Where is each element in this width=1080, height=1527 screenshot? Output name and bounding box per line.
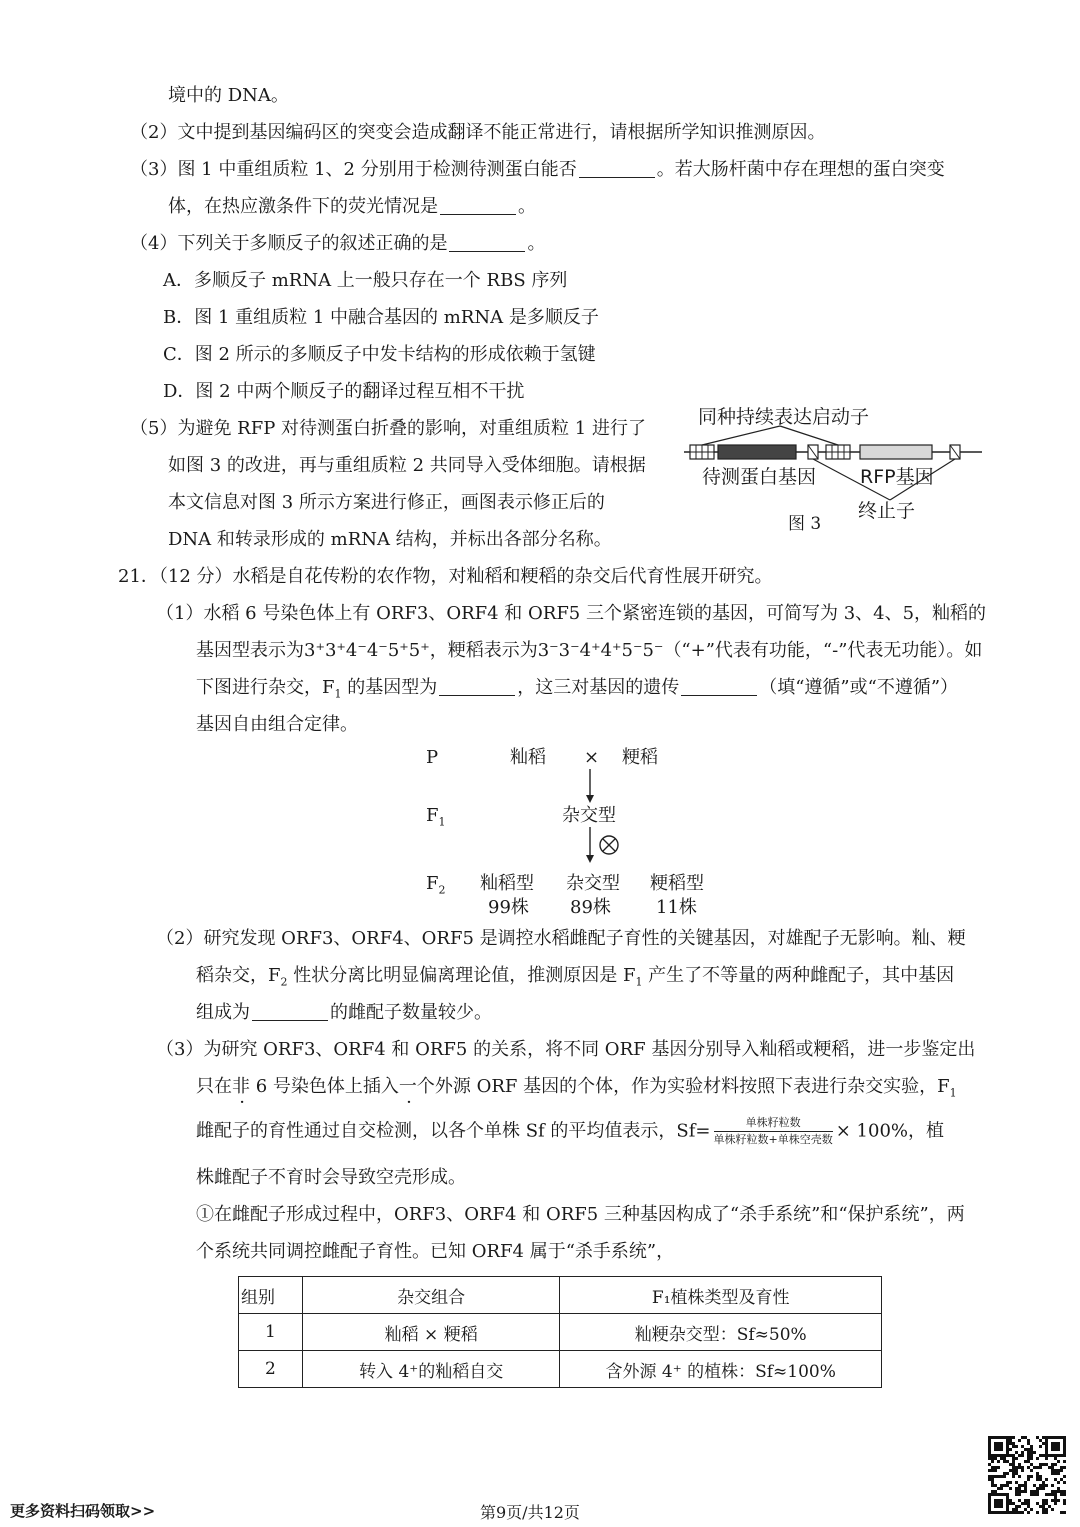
qr-code[interactable] — [988, 1436, 1066, 1514]
indica-parent: 籼稻 — [510, 747, 546, 768]
subscript: 2 — [280, 975, 288, 989]
f1-letter: F — [426, 805, 439, 826]
q21-text: 雌配子的育性通过自交检测，以各个单株 Sf 的平均值表示，Sf= — [196, 1120, 711, 1142]
sf-fraction — [714, 1116, 833, 1147]
answer-blank — [439, 677, 515, 696]
subscript: 1 — [438, 815, 446, 829]
option-c: C．图 2 所示的多顺反子中发卡结构的形成依赖于氢键 — [163, 344, 596, 365]
table-cell: 2 — [239, 1351, 303, 1388]
q20-part4-text: 。 — [527, 233, 546, 254]
f2-japonica-count: 11株 — [656, 897, 697, 918]
q20-part3 — [130, 157, 945, 183]
q21-part1: （1）水稻 6 号染色体上有 ORF3、ORF4 和 ORF5 三个紧密连锁的基因，可简写为 3、4、5，籼稻的 — [156, 603, 987, 624]
cross-sign: × — [584, 747, 600, 768]
q20-part3-text: 。若大肠杆菌中存在理想的蛋白突变 — [656, 159, 945, 180]
q21-text: ，这三对基因的遗传 — [517, 677, 680, 698]
q20-part5: 本文信息对图 3 所示方案进行修正，画图表示修正后的 — [168, 492, 605, 513]
f2-indica-type: 籼稻型 — [480, 873, 534, 894]
rfp-gene-label: RFP基因 — [860, 466, 934, 488]
q20-part4-text: （4）下列关于多顺反子的叙述正确的是 — [130, 233, 448, 254]
terminator-box — [950, 445, 960, 459]
fraction-numerator: 单株籽粒数 — [714, 1116, 833, 1132]
q21-text: 的雌配子数量较少。 — [330, 1002, 492, 1023]
q21-part3-item1: 个系统共同调控雌配子育性。已知 ORF4 属于“杀手系统”， — [196, 1241, 675, 1262]
promoter-label: 同种持续表达启动子 — [698, 406, 870, 428]
emphasis-dot-text: 一 — [398, 1076, 417, 1097]
q20-part5: DNA 和转录形成的 mRNA 结构，并标出各部分名称。 — [168, 529, 612, 550]
table-header-cell: 组别 — [239, 1277, 303, 1314]
q21-text: 6 号染色体上插入 — [250, 1076, 399, 1097]
table-header-row — [239, 1277, 882, 1314]
f2-indica-count: 99株 — [488, 897, 529, 918]
answer-blank — [449, 233, 525, 252]
f1-hybrid: 杂交型 — [562, 805, 616, 826]
q21-text: × 100%，植 — [835, 1120, 944, 1142]
q20-part3-text: 体，在热应激条件下的荧光情况是 — [168, 196, 438, 217]
q21-part2 — [196, 1000, 492, 1026]
self-cross-icon — [600, 836, 618, 854]
q21-part3: （3）为研究 ORF3、ORF4 和 ORF5 的关系，将不同 ORF 基因分别导入籼稻或粳稻，进一步鉴定出 — [156, 1039, 976, 1060]
fraction-denominator: 单株籽粒数+单株空壳数 — [713, 1133, 833, 1146]
figure-caption: 图 3 — [788, 514, 822, 534]
f2-letter: F — [426, 873, 439, 894]
table-cell: 含外源 4⁺ 的植株：Sf≈100% — [560, 1351, 882, 1388]
emphasis-dot-text: 非 — [232, 1076, 250, 1097]
q21-part3 — [196, 1074, 957, 1107]
answer-blank — [440, 196, 516, 215]
option-d: D．图 2 中两个顺反子的翻译过程互相不干扰 — [163, 381, 525, 402]
genotype-japonica: 3⁻3⁻4⁺4⁺5⁻5⁻ — [537, 640, 664, 661]
f2-hybrid-type: 杂交型 — [566, 873, 620, 894]
q21-text: 产生了不等量的两种雌配子，其中基因 — [642, 965, 955, 986]
table-cell: 籼粳杂交型：Sf≈50% — [560, 1314, 882, 1351]
test-protein-gene-box — [718, 445, 796, 459]
genotype-indica: 3⁺3⁺4⁻4⁻5⁺5⁺ — [304, 640, 430, 661]
table-row — [239, 1314, 882, 1351]
table-cell: 籼稻 × 粳稻 — [302, 1314, 560, 1351]
q21-text: （填“遵循”或“不遵循”） — [759, 677, 959, 698]
q21-text: 个外源 ORF 基因的个体，作为实验材料按照下表进行杂交实验，F — [416, 1076, 950, 1097]
promoter-box — [690, 445, 714, 459]
q21-part2: （2）研究发现 ORF3、ORF4、ORF5 是调控水稻雌配子育性的关键基因，对雄配子无影响。籼、粳 — [156, 928, 966, 949]
q21-text: 的基因型为 — [341, 677, 438, 698]
q21-part3 — [196, 1116, 944, 1147]
table-row — [239, 1351, 882, 1388]
generation-p: P — [426, 747, 439, 768]
q21-text: 下图进行杂交，F — [196, 677, 335, 698]
q21-part1: 基因自由组合定律。 — [196, 714, 358, 735]
q21-text: 组成为 — [196, 1002, 250, 1023]
test-protein-gene-label: 待测蛋白基因 — [702, 466, 817, 488]
q21-part1 — [196, 675, 958, 708]
rfp-gene-box — [860, 445, 932, 459]
q21-part3: 株雌配子不育时会导致空壳形成。 — [196, 1167, 466, 1188]
q20-part5: 如图 3 的改进，再与重组质粒 2 共同导入受体细胞。请根据 — [168, 455, 646, 476]
q20-part3-text: 。 — [518, 196, 536, 217]
page-number: 第9页/共12页 — [480, 1503, 580, 1522]
q21-heading: 21．（12 分）水稻是自花传粉的农作物，对籼稻和粳稻的杂交后代育性展开研究。 — [118, 566, 773, 587]
q21-part2 — [196, 963, 954, 996]
subscript: 1 — [334, 687, 342, 701]
q20-part2: （2）文中提到基因编码区的突变会造成翻译不能正常进行，请根据所学知识推测原因。 — [130, 122, 826, 143]
f2-hybrid-count: 89株 — [570, 897, 611, 918]
subscript: 1 — [635, 975, 643, 989]
terminator-box — [808, 445, 818, 459]
q21-text: （“+”代表有功能，“-”代表无功能）。如 — [663, 640, 983, 661]
q20-part3-text: （3）图 1 中重组质粒 1、2 分别用于检测待测蛋白能否 — [130, 159, 577, 180]
table-header-cell: F₁植株类型及育性 — [560, 1277, 882, 1314]
generation-f1 — [426, 803, 446, 836]
footer-promo-link[interactable]: 更多资料扫码领取>> — [10, 1502, 156, 1520]
table-cell: 1 — [239, 1314, 303, 1351]
q20-part3-cont — [168, 194, 536, 220]
answer-blank — [252, 1002, 328, 1021]
subscript: 2 — [438, 883, 446, 897]
q21-text: ，粳稻表示为 — [429, 640, 538, 661]
promoter-box — [826, 445, 850, 459]
answer-blank — [681, 677, 757, 696]
q20-line: 境中的 DNA。 — [168, 85, 289, 106]
q21-text: 基因型表示为 — [196, 640, 304, 661]
q21-text: 性状分离比明显偏离理论值，推测原因是 F — [287, 965, 636, 986]
table-header-cell: 杂交组合 — [302, 1277, 560, 1314]
q21-part3-item1: ①在雌配子形成过程中，ORF3、ORF4 和 ORF5 三种基因构成了“杀手系统”和“保护系统”，两 — [196, 1204, 965, 1225]
q21-part1 — [196, 638, 982, 664]
option-a: A．多顺反子 mRNA 上一般只存在一个 RBS 序列 — [163, 270, 568, 291]
subscript: 1 — [949, 1086, 957, 1100]
terminator-label: 终止子 — [858, 500, 916, 522]
q20-part4 — [130, 231, 545, 257]
answer-blank — [579, 159, 655, 178]
cross-diagram — [420, 745, 740, 925]
japonica-parent: 粳稻 — [622, 747, 658, 768]
option-b: B．图 1 重组质粒 1 中融合基因的 mRNA 是多顺反子 — [163, 307, 599, 328]
q21-text: 稻杂交，F — [196, 965, 281, 986]
q20-part5: （5）为避免 RFP 对待测蛋白折叠的影响，对重组质粒 1 进行了 — [130, 418, 646, 439]
experiment-table — [238, 1276, 882, 1388]
figure-3 — [680, 400, 990, 540]
table-cell: 转入 4⁺的籼稻自交 — [302, 1351, 560, 1388]
generation-f2 — [426, 871, 446, 904]
f2-japonica-type: 粳稻型 — [650, 873, 704, 894]
q21-text: 只在 — [196, 1076, 232, 1097]
